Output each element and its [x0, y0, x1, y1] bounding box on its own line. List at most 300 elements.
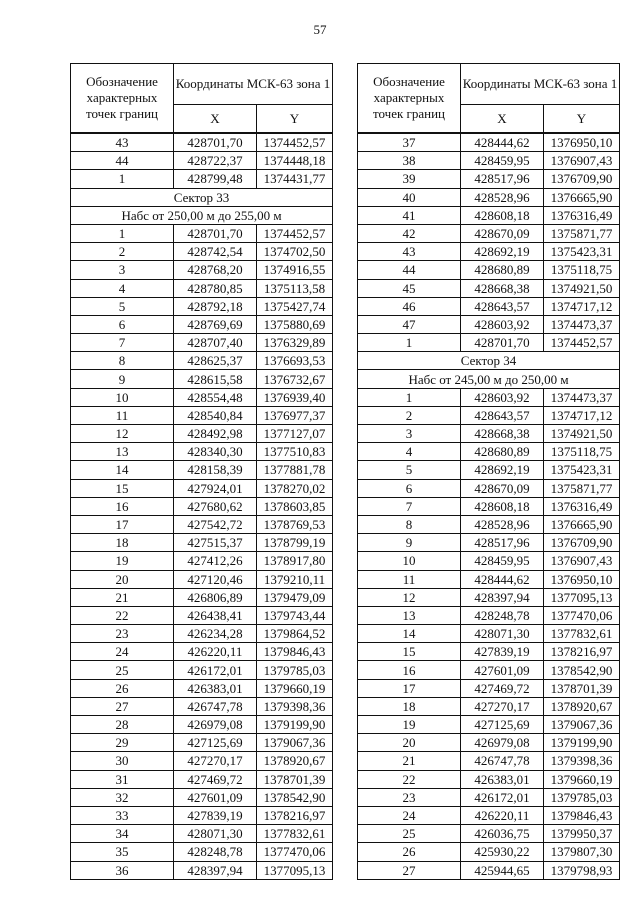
table-row	[71, 388, 333, 406]
coord-y: 1379067,36	[544, 716, 620, 734]
coord-x: 426172,01	[174, 661, 257, 679]
coordinates-table-left	[70, 63, 333, 880]
point-id: 32	[71, 788, 174, 806]
coord-x: 428643,57	[461, 406, 544, 424]
point-id: 3	[71, 261, 174, 279]
coord-y: 1376665,90	[544, 515, 620, 533]
coord-y: 1379950,37	[544, 825, 620, 843]
coord-x: 428517,96	[461, 170, 544, 188]
table-row	[358, 315, 620, 333]
point-id: 25	[71, 661, 174, 679]
table-row	[71, 243, 333, 261]
coord-x: 428799,48	[174, 170, 257, 188]
coord-y: 1379479,09	[257, 588, 333, 606]
coordinates-table-right	[357, 63, 620, 880]
table-row	[71, 515, 333, 533]
coord-x: 428459,95	[461, 152, 544, 170]
coord-y: 1378917,80	[257, 552, 333, 570]
coord-y: 1379210,11	[257, 570, 333, 588]
point-id: 7	[358, 497, 461, 515]
coord-y: 1378769,53	[257, 515, 333, 533]
coord-y: 1376950,10	[544, 570, 620, 588]
table-row	[71, 606, 333, 624]
coord-y: 1378542,90	[544, 661, 620, 679]
coord-x: 427601,09	[174, 788, 257, 806]
point-id: 28	[71, 716, 174, 734]
point-id: 4	[358, 443, 461, 461]
point-id: 34	[71, 825, 174, 843]
table-row	[358, 224, 620, 242]
table-row	[71, 261, 333, 279]
point-id: 23	[358, 788, 461, 806]
coord-y: 1379199,90	[544, 734, 620, 752]
table-row	[358, 643, 620, 661]
coord-x: 427680,62	[174, 497, 257, 515]
coord-y: 1377881,78	[257, 461, 333, 479]
table-row	[71, 806, 333, 824]
table-row	[71, 443, 333, 461]
coord-y: 1379398,36	[257, 697, 333, 715]
coord-x: 427125,69	[461, 716, 544, 734]
coord-x: 426036,75	[461, 825, 544, 843]
point-id: 9	[358, 534, 461, 552]
point-id: 16	[358, 661, 461, 679]
page-number: 57	[313, 22, 327, 37]
coord-x: 425930,22	[461, 843, 544, 861]
table-row	[71, 752, 333, 770]
coord-x: 427469,72	[461, 679, 544, 697]
point-id: 2	[71, 243, 174, 261]
coord-x: 428780,85	[174, 279, 257, 297]
table-row	[71, 133, 333, 152]
coord-x: 428692,19	[461, 243, 544, 261]
point-id: 21	[358, 752, 461, 770]
coord-y: 1376732,67	[257, 370, 333, 388]
point-id: 10	[358, 552, 461, 570]
point-id: 5	[71, 297, 174, 315]
point-id: 21	[71, 588, 174, 606]
section-label: Сектор 33	[71, 188, 333, 206]
point-id: 12	[71, 425, 174, 443]
coord-y: 1378270,02	[257, 479, 333, 497]
table-body	[358, 133, 620, 879]
coord-y: 1376907,43	[544, 152, 620, 170]
coord-x: 428492,98	[174, 425, 257, 443]
coord-y: 1379743,44	[257, 606, 333, 624]
coord-y: 1379807,30	[544, 843, 620, 861]
table-row	[358, 734, 620, 752]
coord-y: 1377832,61	[257, 825, 333, 843]
table-row	[71, 315, 333, 333]
point-id: 10	[71, 388, 174, 406]
point-id: 6	[71, 315, 174, 333]
coord-y: 1376693,53	[257, 352, 333, 370]
point-id: 15	[71, 479, 174, 497]
point-id: 19	[358, 716, 461, 734]
point-id: 24	[358, 806, 461, 824]
coord-x: 428608,18	[461, 497, 544, 515]
point-id: 23	[71, 625, 174, 643]
coord-y: 1376709,90	[544, 534, 620, 552]
coord-x: 428444,62	[461, 570, 544, 588]
point-id: 19	[71, 552, 174, 570]
table-row	[71, 352, 333, 370]
point-id: 8	[358, 515, 461, 533]
point-id: 20	[71, 570, 174, 588]
coord-y: 1379864,52	[257, 625, 333, 643]
coord-x: 428668,38	[461, 425, 544, 443]
section-row	[358, 370, 620, 388]
point-id: 42	[358, 224, 461, 242]
header-x: X	[461, 104, 544, 133]
table-row	[71, 588, 333, 606]
table-row	[71, 170, 333, 188]
point-id: 18	[71, 534, 174, 552]
table-header	[71, 64, 333, 134]
coord-x: 428517,96	[461, 534, 544, 552]
coord-x: 428707,40	[174, 334, 257, 352]
header-x: X	[174, 104, 257, 133]
coord-y: 1378701,39	[544, 679, 620, 697]
coord-x: 428643,57	[461, 297, 544, 315]
table-row	[71, 716, 333, 734]
point-id: 6	[358, 479, 461, 497]
point-id: 1	[71, 170, 174, 188]
coord-y: 1378920,67	[544, 697, 620, 715]
point-id: 44	[358, 261, 461, 279]
coord-x: 428528,96	[461, 515, 544, 533]
coord-x: 428444,62	[461, 133, 544, 152]
table-row	[358, 697, 620, 715]
coord-x: 427542,72	[174, 515, 257, 533]
point-id: 26	[71, 679, 174, 697]
coord-y: 1379846,43	[544, 806, 620, 824]
header-y: Y	[257, 104, 333, 133]
table-row	[358, 406, 620, 424]
table-row	[71, 734, 333, 752]
coord-y: 1375423,31	[544, 243, 620, 261]
table-row	[358, 261, 620, 279]
table-row	[71, 406, 333, 424]
table-row	[358, 861, 620, 879]
coord-y: 1374717,12	[544, 297, 620, 315]
table-row	[358, 443, 620, 461]
point-id: 22	[71, 606, 174, 624]
coord-x: 428742,54	[174, 243, 257, 261]
coord-y: 1374452,57	[544, 334, 620, 352]
coord-x: 428459,95	[461, 552, 544, 570]
coord-y: 1377510,83	[257, 443, 333, 461]
coord-x: 427469,72	[174, 770, 257, 788]
point-id: 45	[358, 279, 461, 297]
coord-x: 428670,09	[461, 224, 544, 242]
point-id: 7	[71, 334, 174, 352]
coord-y: 1375871,77	[544, 224, 620, 242]
table-row	[358, 188, 620, 206]
coord-y: 1375118,75	[544, 261, 620, 279]
coord-x: 428670,09	[461, 479, 544, 497]
point-id: 18	[358, 697, 461, 715]
table-row	[358, 770, 620, 788]
coord-y: 1377095,13	[257, 861, 333, 879]
coord-x: 427270,17	[174, 752, 257, 770]
coord-x: 428397,94	[174, 861, 257, 879]
coord-y: 1376329,89	[257, 334, 333, 352]
table-row	[358, 152, 620, 170]
table-row	[71, 479, 333, 497]
table-row	[71, 788, 333, 806]
coord-y: 1379398,36	[544, 752, 620, 770]
point-id: 40	[358, 188, 461, 206]
coord-x: 428701,70	[461, 334, 544, 352]
coord-x: 426979,08	[461, 734, 544, 752]
coord-x: 428668,38	[461, 279, 544, 297]
coord-x: 427839,19	[461, 643, 544, 661]
coord-y: 1377832,61	[544, 625, 620, 643]
header-y: Y	[544, 104, 620, 133]
point-id: 29	[71, 734, 174, 752]
point-id: 46	[358, 297, 461, 315]
coord-x: 427924,01	[174, 479, 257, 497]
coord-y: 1379785,03	[544, 788, 620, 806]
point-id: 13	[358, 606, 461, 624]
table-row	[358, 788, 620, 806]
coord-y: 1376665,90	[544, 188, 620, 206]
coord-y: 1374702,50	[257, 243, 333, 261]
table-row	[358, 206, 620, 224]
table-row	[71, 825, 333, 843]
point-id: 36	[71, 861, 174, 879]
coord-y: 1374473,37	[544, 388, 620, 406]
table-row	[358, 570, 620, 588]
coord-x: 428540,84	[174, 406, 257, 424]
point-id: 12	[358, 588, 461, 606]
table-row	[358, 534, 620, 552]
coord-x: 426747,78	[174, 697, 257, 715]
coord-x: 428071,30	[461, 625, 544, 643]
section-row	[358, 352, 620, 370]
coord-x: 428680,89	[461, 443, 544, 461]
point-id: 31	[71, 770, 174, 788]
table-row	[71, 570, 333, 588]
coord-x: 426383,01	[461, 770, 544, 788]
coord-y: 1375880,69	[257, 315, 333, 333]
coord-x: 428554,48	[174, 388, 257, 406]
point-id: 26	[358, 843, 461, 861]
table-row	[358, 606, 620, 624]
coord-y: 1375113,58	[257, 279, 333, 297]
coord-x: 427601,09	[461, 661, 544, 679]
coord-y: 1375423,31	[544, 461, 620, 479]
coord-x: 426234,28	[174, 625, 257, 643]
header-coordinates: Координаты МСК-63 зона 1	[461, 64, 620, 105]
coord-x: 427412,26	[174, 552, 257, 570]
coord-y: 1377470,06	[544, 606, 620, 624]
coord-x: 428615,58	[174, 370, 257, 388]
coord-x: 426220,11	[461, 806, 544, 824]
table-row	[71, 552, 333, 570]
table-row	[358, 806, 620, 824]
table-row	[358, 279, 620, 297]
point-id: 43	[71, 133, 174, 152]
point-id: 33	[71, 806, 174, 824]
coord-x: 428248,78	[461, 606, 544, 624]
coord-y: 1376977,37	[257, 406, 333, 424]
table-row	[71, 679, 333, 697]
point-id: 16	[71, 497, 174, 515]
point-id: 17	[71, 515, 174, 533]
table-row	[71, 334, 333, 352]
table-row	[358, 243, 620, 261]
table-row	[71, 770, 333, 788]
table-row	[358, 752, 620, 770]
table-row	[358, 425, 620, 443]
coord-y: 1379785,03	[257, 661, 333, 679]
coord-y: 1374921,50	[544, 279, 620, 297]
table-row	[71, 497, 333, 515]
table-row	[71, 697, 333, 715]
coord-x: 426806,89	[174, 588, 257, 606]
coord-x: 426979,08	[174, 716, 257, 734]
point-id: 27	[71, 697, 174, 715]
coord-y: 1378920,67	[257, 752, 333, 770]
coord-x: 427515,37	[174, 534, 257, 552]
point-id: 41	[358, 206, 461, 224]
coord-y: 1376316,49	[544, 497, 620, 515]
table-row	[71, 843, 333, 861]
coord-y: 1376950,10	[544, 133, 620, 152]
point-id: 37	[358, 133, 461, 152]
point-id: 2	[358, 406, 461, 424]
point-id: 39	[358, 170, 461, 188]
point-id: 35	[71, 843, 174, 861]
header-point-label: Обозначение характерных точек границ	[358, 64, 461, 134]
coord-x: 427839,19	[174, 806, 257, 824]
header-coordinates: Координаты МСК-63 зона 1	[174, 64, 333, 105]
table-row	[71, 224, 333, 242]
point-id: 15	[358, 643, 461, 661]
coord-y: 1377470,06	[257, 843, 333, 861]
section-row	[71, 206, 333, 224]
point-id: 1	[358, 388, 461, 406]
point-id: 27	[358, 861, 461, 879]
coord-y: 1376316,49	[544, 206, 620, 224]
point-id: 20	[358, 734, 461, 752]
table-row	[71, 534, 333, 552]
table-header	[358, 64, 620, 134]
coord-y: 1379199,90	[257, 716, 333, 734]
point-id: 8	[71, 352, 174, 370]
coord-x: 428792,18	[174, 297, 257, 315]
table-row	[358, 825, 620, 843]
table-row	[71, 461, 333, 479]
table-row	[358, 661, 620, 679]
table-row	[358, 588, 620, 606]
coord-y: 1379660,19	[257, 679, 333, 697]
coord-x: 428768,20	[174, 261, 257, 279]
section-label: Набс от 250,00 м до 255,00 м	[71, 206, 333, 224]
point-id: 47	[358, 315, 461, 333]
point-id: 44	[71, 152, 174, 170]
coord-x: 428722,37	[174, 152, 257, 170]
section-label: Сектор 34	[358, 352, 620, 370]
table-row	[358, 843, 620, 861]
coord-y: 1374921,50	[544, 425, 620, 443]
table-row	[358, 388, 620, 406]
table-row	[358, 334, 620, 352]
coord-x: 428397,94	[461, 588, 544, 606]
coord-x: 426220,11	[174, 643, 257, 661]
table-row	[71, 297, 333, 315]
coord-x: 428603,92	[461, 388, 544, 406]
table-row	[71, 370, 333, 388]
table-row	[358, 497, 620, 515]
coord-y: 1379798,93	[544, 861, 620, 879]
table-row	[358, 170, 620, 188]
coord-y: 1378542,90	[257, 788, 333, 806]
coord-y: 1374473,37	[544, 315, 620, 333]
coord-x: 428680,89	[461, 261, 544, 279]
table-row	[358, 479, 620, 497]
coord-x: 427125,69	[174, 734, 257, 752]
table-row	[358, 679, 620, 697]
coord-y: 1377127,07	[257, 425, 333, 443]
coord-y: 1378216,97	[544, 643, 620, 661]
point-id: 1	[358, 334, 461, 352]
coord-y: 1376907,43	[544, 552, 620, 570]
header-point-label: Обозначение характерных точек границ	[71, 64, 174, 134]
coord-x: 427120,46	[174, 570, 257, 588]
table-row	[358, 515, 620, 533]
section-label: Набс от 245,00 м до 250,00 м	[358, 370, 620, 388]
point-id: 17	[358, 679, 461, 697]
table-row	[71, 661, 333, 679]
point-id: 9	[71, 370, 174, 388]
coord-y: 1374916,55	[257, 261, 333, 279]
coord-y: 1375427,74	[257, 297, 333, 315]
coord-y: 1376709,90	[544, 170, 620, 188]
point-id: 13	[71, 443, 174, 461]
point-id: 30	[71, 752, 174, 770]
table-row	[358, 716, 620, 734]
point-id: 38	[358, 152, 461, 170]
point-id: 3	[358, 425, 461, 443]
coord-y: 1374448,18	[257, 152, 333, 170]
point-id: 4	[71, 279, 174, 297]
table-row	[358, 552, 620, 570]
coord-x: 428071,30	[174, 825, 257, 843]
coord-x: 428701,70	[174, 133, 257, 152]
coord-x: 428528,96	[461, 188, 544, 206]
coord-y: 1374452,57	[257, 133, 333, 152]
table-row	[71, 279, 333, 297]
table-row	[358, 297, 620, 315]
table-body	[71, 133, 333, 879]
coord-x: 428692,19	[461, 461, 544, 479]
coord-x: 428340,30	[174, 443, 257, 461]
coord-x: 428603,92	[461, 315, 544, 333]
point-id: 14	[71, 461, 174, 479]
table-row	[358, 625, 620, 643]
point-id: 11	[71, 406, 174, 424]
coord-y: 1374717,12	[544, 406, 620, 424]
table-row	[71, 152, 333, 170]
coord-x: 428608,18	[461, 206, 544, 224]
point-id: 25	[358, 825, 461, 843]
coord-y: 1374452,57	[257, 224, 333, 242]
coord-y: 1379846,43	[257, 643, 333, 661]
coord-x: 428701,70	[174, 224, 257, 242]
